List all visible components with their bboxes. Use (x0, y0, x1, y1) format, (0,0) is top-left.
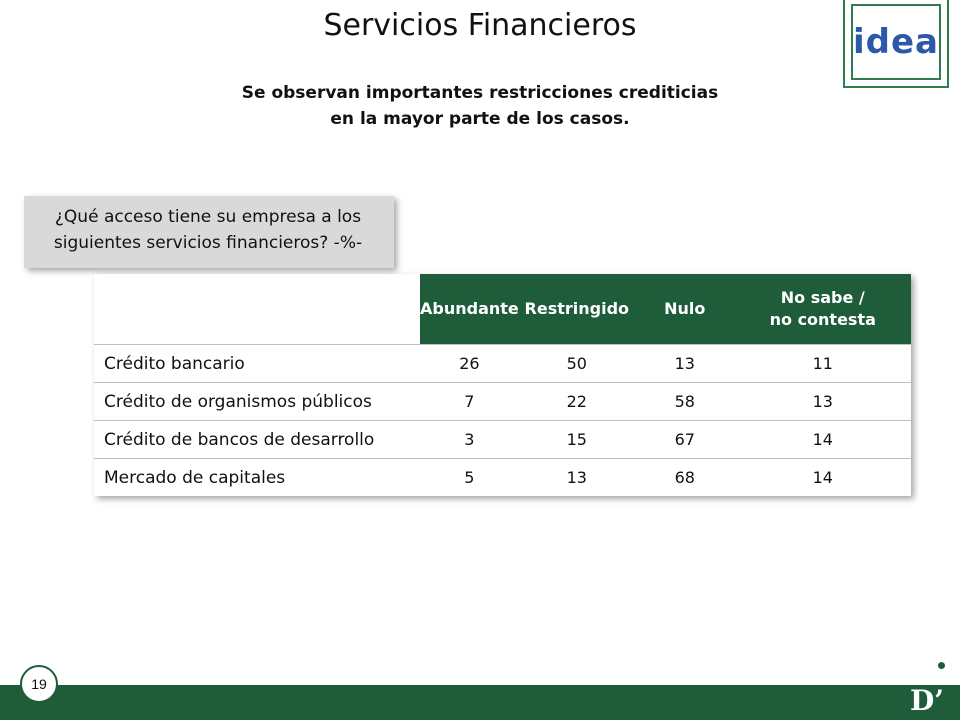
cell-no-sabe: 14 (735, 421, 911, 459)
header-no-sabe-line-1: No sabe / (780, 288, 865, 307)
row-label: Crédito bancario (94, 345, 420, 383)
question-line-2: siguientes servicios financieros? -%- (53, 233, 363, 253)
logo-text: idea (853, 22, 939, 62)
cell-abundante: 3 (420, 421, 519, 459)
cell-abundante: 26 (420, 345, 519, 383)
idea-logo (843, 0, 949, 88)
header-no-sabe-line-2: no contesta (769, 310, 876, 329)
header-blank-cell (94, 274, 420, 345)
question-box (24, 196, 394, 268)
brand-logo: D’ (909, 684, 944, 717)
financial-services-table (94, 274, 911, 496)
subtitle-line-2: en la mayor parte de los casos. (330, 109, 630, 129)
brand-dot-icon (938, 662, 945, 669)
row-label: Crédito de bancos de desarrollo (94, 421, 420, 459)
header-restringido: Restringido (519, 274, 635, 345)
header-abundante: Abundante (420, 274, 519, 345)
question-line-1: ¿Qué acceso tiene su empresa a los (54, 207, 362, 227)
subtitle (200, 80, 760, 132)
subtitle-line-1: Se observan importantes restricciones crediticias (241, 83, 719, 103)
cell-restringido: 15 (519, 421, 635, 459)
cell-restringido: 50 (519, 345, 635, 383)
header-nulo: Nulo (635, 274, 735, 345)
page-title: Servicios Financieros (323, 8, 637, 43)
row-label: Mercado de capitales (94, 459, 420, 497)
page-number: 19 (20, 665, 58, 703)
cell-restringido: 22 (519, 383, 635, 421)
logo-frame (851, 4, 941, 80)
cell-no-sabe: 11 (735, 345, 911, 383)
cell-nulo: 13 (635, 345, 735, 383)
cell-nulo: 58 (635, 383, 735, 421)
footer-bar (0, 685, 960, 720)
cell-nulo: 68 (635, 459, 735, 497)
cell-restringido: 13 (519, 459, 635, 497)
table-row (94, 459, 911, 497)
cell-abundante: 7 (420, 383, 519, 421)
cell-no-sabe: 13 (735, 383, 911, 421)
table-header-row (94, 274, 911, 345)
table-row (94, 421, 911, 459)
table-row (94, 383, 911, 421)
header-no-sabe (735, 274, 911, 345)
cell-no-sabe: 14 (735, 459, 911, 497)
cell-abundante: 5 (420, 459, 519, 497)
row-label: Crédito de organismos públicos (94, 383, 420, 421)
cell-nulo: 67 (635, 421, 735, 459)
table-row (94, 345, 911, 383)
